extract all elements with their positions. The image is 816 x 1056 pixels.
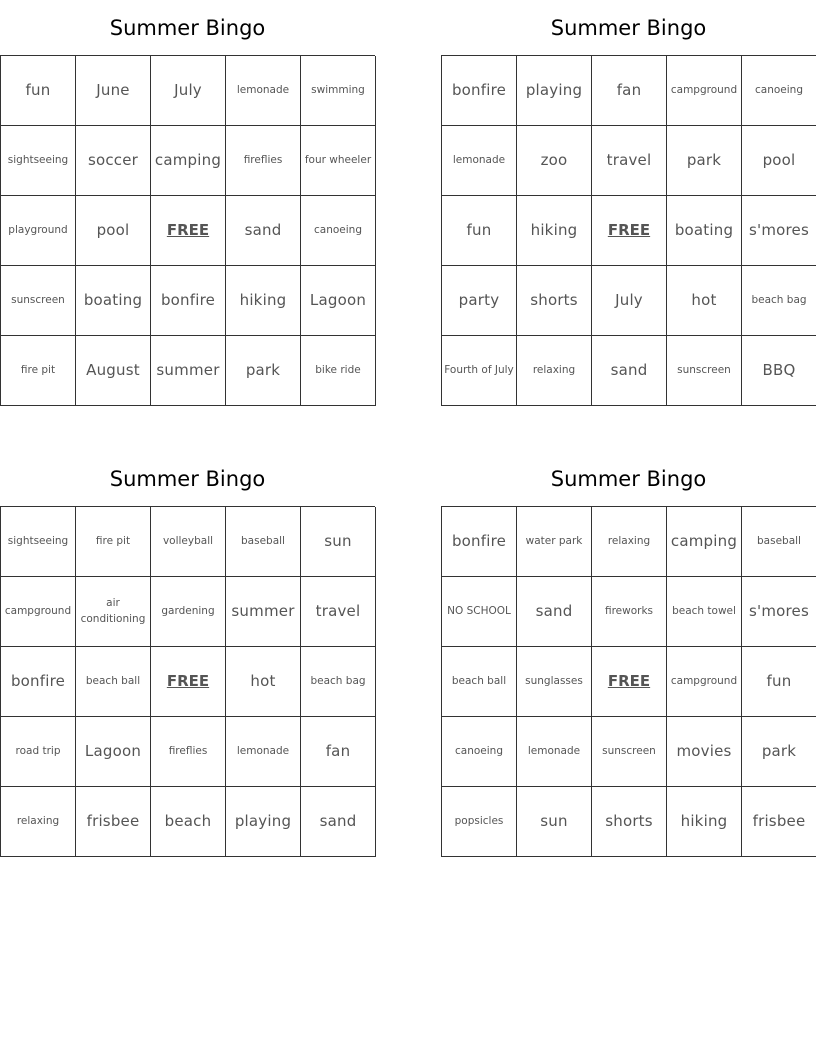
bingo-grid [441,55,816,406]
bingo-cell: sunscreen [1,266,76,336]
bingo-cell: fun [742,647,816,717]
bingo-cell: campground [667,56,742,126]
bingo-cell: relaxing [1,787,76,857]
bingo-cell: sunscreen [667,336,742,406]
bingo-cell: gardening [151,577,226,647]
bingo-cell: beach ball [76,647,151,717]
bingo-cell: boating [76,266,151,336]
bingo-cell: park [742,717,816,787]
bingo-cell: fireflies [151,717,226,787]
free-space-cell: FREE [592,196,667,266]
bingo-cell: travel [592,126,667,196]
bingo-cell: s'mores [742,577,816,647]
bingo-cell: park [667,126,742,196]
free-space-cell: FREE [592,647,667,717]
bingo-cell: lemonade [226,717,301,787]
free-space-cell: FREE [151,647,226,717]
bingo-cell: air conditioning [76,577,151,647]
card-title: Summer Bingo [109,467,266,491]
bingo-cell: baseball [226,507,301,577]
bingo-cell: party [442,266,517,336]
bingo-cell: canoeing [742,56,816,126]
bingo-cell: road trip [1,717,76,787]
bingo-cell: relaxing [592,507,667,577]
bingo-cell: lemonade [442,126,517,196]
bingo-cell: sand [592,336,667,406]
bingo-cell: summer [226,577,301,647]
bingo-cell: Lagoon [76,717,151,787]
bingo-cell: sand [226,196,301,266]
bingo-cell: s'mores [742,196,816,266]
card-title: Summer Bingo [550,467,707,491]
bingo-cell: fireworks [592,577,667,647]
bingo-cell: beach [151,787,226,857]
bingo-cell: park [226,336,301,406]
card-title: Summer Bingo [109,16,266,40]
bingo-cell: Lagoon [301,266,376,336]
bingo-cell: frisbee [76,787,151,857]
bingo-cell: four wheeler [301,126,376,196]
bingo-cell: fire pit [1,336,76,406]
bingo-cell: BBQ [742,336,816,406]
bingo-cell: hot [667,266,742,336]
bingo-grid [0,55,375,406]
bingo-cell: lemonade [517,717,592,787]
bingo-cell: soccer [76,126,151,196]
bingo-cell: camping [667,507,742,577]
bingo-cell: sightseeing [1,126,76,196]
bingo-cell: fire pit [76,507,151,577]
bingo-cell: water park [517,507,592,577]
bingo-cell: July [151,56,226,126]
bingo-cell: movies [667,717,742,787]
bingo-cell: frisbee [742,787,816,857]
bingo-cell: lemonade [226,56,301,126]
bingo-cell: Fourth of July [442,336,517,406]
bingo-grid [441,506,816,857]
bingo-cell: sightseeing [1,507,76,577]
bingo-cell: sand [301,787,376,857]
card-title: Summer Bingo [550,16,707,40]
bingo-cell: shorts [592,787,667,857]
bingo-cell: swimming [301,56,376,126]
bingo-cell: pool [742,126,816,196]
bingo-cell: summer [151,336,226,406]
bingo-cell: playground [1,196,76,266]
bingo-cell: August [76,336,151,406]
bingo-cell: bike ride [301,336,376,406]
bingo-cell: July [592,266,667,336]
bingo-cell: camping [151,126,226,196]
bingo-cell: canoeing [301,196,376,266]
bingo-cell: zoo [517,126,592,196]
bingo-cell: pool [76,196,151,266]
bingo-cell: hot [226,647,301,717]
bingo-cell: beach towel [667,577,742,647]
bingo-cell: sun [301,507,376,577]
bingo-cell: bonfire [442,507,517,577]
bingo-grid [0,506,375,857]
bingo-cell: fun [442,196,517,266]
bingo-cell: NO SCHOOL [442,577,517,647]
bingo-cell: hiking [667,787,742,857]
bingo-cell: bonfire [1,647,76,717]
bingo-cell: beach bag [742,266,816,336]
bingo-cell: fireflies [226,126,301,196]
bingo-cell: fun [1,56,76,126]
bingo-cell: sunscreen [592,717,667,787]
bingo-cell: fan [592,56,667,126]
bingo-cell: playing [226,787,301,857]
bingo-cell: beach bag [301,647,376,717]
bingo-cell: popsicles [442,787,517,857]
bingo-cell: boating [667,196,742,266]
bingo-cell: hiking [226,266,301,336]
bingo-cell: sunglasses [517,647,592,717]
bingo-cell: sand [517,577,592,647]
bingo-cell: campground [1,577,76,647]
bingo-cell: June [76,56,151,126]
bingo-cell: relaxing [517,336,592,406]
bingo-cell: volleyball [151,507,226,577]
bingo-cell: bonfire [442,56,517,126]
bingo-cell: bonfire [151,266,226,336]
bingo-cell: hiking [517,196,592,266]
bingo-cell: canoeing [442,717,517,787]
free-space-cell: FREE [151,196,226,266]
bingo-cell: fan [301,717,376,787]
bingo-cell: baseball [742,507,816,577]
bingo-cell: shorts [517,266,592,336]
bingo-cell: beach ball [442,647,517,717]
bingo-cell: campground [667,647,742,717]
bingo-cell: travel [301,577,376,647]
bingo-cell: playing [517,56,592,126]
bingo-cell: sun [517,787,592,857]
